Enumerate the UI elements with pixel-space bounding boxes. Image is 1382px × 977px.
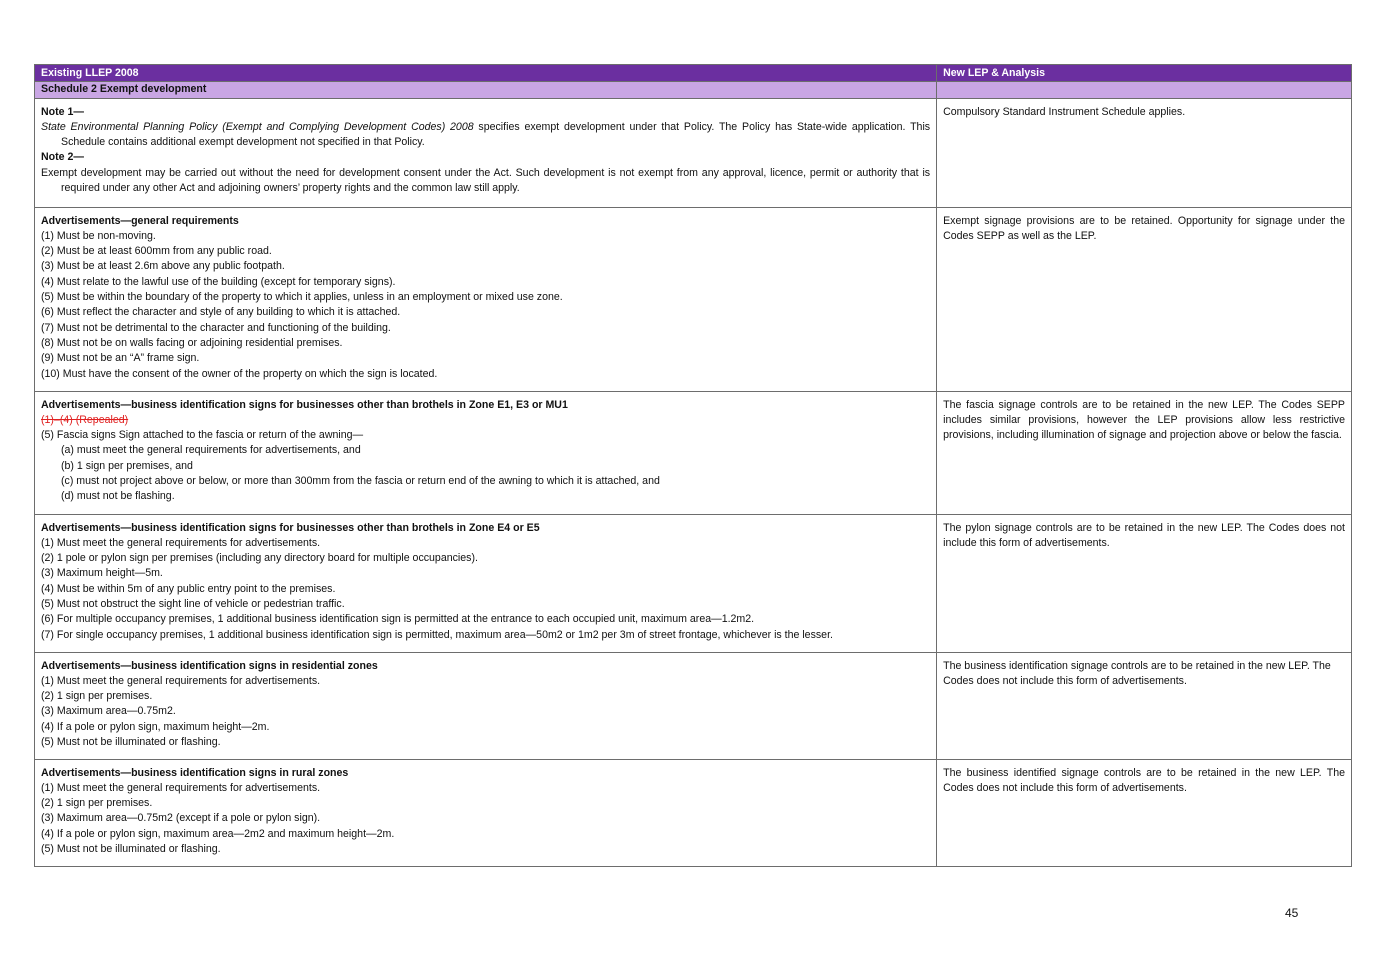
list-item: (3) Maximum area—0.75m2 (except if a pole or pylon sign). [41, 812, 321, 825]
page-number: 45 [1285, 906, 1299, 920]
list-item: (3) Must be at least 2.6m above any public footpath. [41, 260, 285, 273]
list-item: (1) Must meet the general requirements for advertisements. [41, 674, 321, 687]
list-item: (5) Must not obstruct the sight line of vehicle or pedestrian traffic. [41, 598, 345, 611]
list-item: (1) Must meet the general requirements for advertisements. [41, 536, 321, 549]
note1-body: specifies exempt development under that Policy. The Policy has State-wide application. This Schedule contains additional exempt development not specified in that Policy. [61, 120, 931, 149]
e1-analysis [937, 391, 1352, 514]
list-item: (a) must meet the general requirements for advertisements, and [61, 444, 361, 457]
table-row [35, 207, 1352, 391]
table-row [35, 759, 1352, 866]
note2-text: Exempt development may be carried out without the need for development consent under the Act. Such development is not exempt from any approval, licence, permit or authority that is required under any other Act and adjoining owners’ property rights and the common law still apply. [41, 166, 931, 195]
general-analysis [937, 207, 1352, 391]
list-item: (2) Must be at least 600mm from any public road. [41, 245, 272, 258]
list-item: (6) Must reflect the character and style of any building to which it is attached. [41, 306, 401, 319]
list-item: (9) Must not be an “A” frame sign. [41, 352, 200, 365]
e1-e3-mu1-cell [35, 391, 937, 514]
notes-analysis [937, 98, 1352, 207]
e4-title: Advertisements—business identification signs for businesses other than brothels in Zone E4 or E5 [41, 521, 540, 534]
e1-repealed: (1)–(4) (Repealed) [41, 413, 129, 426]
rural-analysis [937, 759, 1352, 866]
list-item: (1) Must meet the general requirements for advertisements. [41, 781, 321, 794]
note1-title: Note 1— [41, 105, 84, 118]
residential-analysis [937, 652, 1352, 759]
list-item: (6) For multiple occupancy premises, 1 additional business identification sign is permitted at the entrance to each occupied unit, maximum area—1.2m2. [41, 613, 755, 626]
general-requirements-cell [35, 207, 937, 391]
table-row [35, 391, 1352, 514]
rural-zones-cell [35, 759, 937, 866]
list-item: (5) Must be within the boundary of the property to which it applies, unless in an employment or mixed use zone. [41, 291, 563, 304]
e1-analysis-text: The fascia signage controls are to be retained in the new LEP. The Codes SEPP includes similar provisions, however the LEP provisions allow less restrictive provisions, including illumination of signage and projection above or below the fascia. [943, 398, 1345, 442]
list-item: (4) If a pole or pylon sign, maximum height—2m. [41, 720, 270, 733]
list-item: (3) Maximum area—0.75m2. [41, 705, 176, 718]
list-item: (7) For single occupancy premises, 1 additional business identification sign is permitted, maximum area—50m2 or 1m2 per 3m of street frontage, whichever is the lesser. [41, 628, 833, 641]
residential-title: Advertisements—business identification signs in residential zones [41, 659, 378, 672]
schedule-heading-empty [937, 82, 1352, 98]
schedule-heading: Schedule 2 Exempt development [35, 82, 937, 98]
list-item: (2) 1 sign per premises. [41, 690, 153, 703]
e1-title: Advertisements—business identification signs for businesses other than brothels in Zone E1, E3 or MU1 [41, 398, 568, 411]
list-item: (3) Maximum height—5m. [41, 567, 163, 580]
table-header-row [35, 65, 1352, 82]
e4-e5-cell [35, 514, 937, 652]
table-subheader-row [35, 82, 1352, 98]
rural-title: Advertisements—business identification signs in rural zones [41, 766, 349, 779]
list-item: (4) If a pole or pylon sign, maximum area—2m2 and maximum height—2m. [41, 827, 395, 840]
note2-title: Note 2— [41, 151, 84, 164]
header-existing-llep: Existing LLEP 2008 [35, 65, 937, 82]
general-analysis-text: Exempt signage provisions are to be retained. Opportunity for signage under the Codes SEPP as well as the LEP. [943, 214, 1345, 242]
comparison-table [34, 64, 1352, 867]
list-item: (2) 1 pole or pylon sign per premises (including any directory board for multiple occupancies). [41, 552, 478, 565]
list-item: (1) Must be non-moving. [41, 229, 156, 242]
note1-policy-name: State Environmental Planning Policy (Exempt and Complying Development Codes) 2008 [41, 120, 474, 133]
list-item: (5) Must not be illuminated or flashing. [41, 843, 221, 856]
notes-cell [35, 98, 937, 207]
list-item: (8) Must not be on walls facing or adjoining residential premises. [41, 336, 343, 349]
list-item: (5) Must not be illuminated or flashing. [41, 736, 221, 749]
list-item: (c) must not project above or below, or more than 300mm from the fascia or return end of the awning to which it is attached, and [61, 475, 660, 488]
e4-analysis-text: The pylon signage controls are to be retained in the new LEP. The Codes does not include this form of advertisements. [943, 521, 1345, 549]
note1-text [41, 120, 930, 151]
notes-analysis-text: Compulsory Standard Instrument Schedule applies. [943, 105, 1186, 118]
general-title: Advertisements—general requirements [41, 214, 239, 227]
list-item: (4) Must be within 5m of any public entry point to the premises. [41, 582, 336, 595]
list-item: (4) Must relate to the lawful use of the building (except for temporary signs). [41, 275, 396, 288]
list-item: (2) 1 sign per premises. [41, 797, 153, 810]
e1-item5: (5) Fascia signs Sign attached to the fascia or return of the awning— [41, 429, 364, 442]
list-item: (7) Must not be detrimental to the character and functioning of the building. [41, 321, 391, 334]
residential-analysis-text: The business identification signage controls are to be retained in the new LEP. The Codes does not include this form of advertisements. [943, 659, 1331, 687]
header-new-lep: New LEP & Analysis [937, 65, 1352, 82]
list-item: (d) must not be flashing. [61, 490, 175, 503]
list-item: (10) Must have the consent of the owner of the property on which the sign is located. [41, 367, 438, 380]
residential-zones-cell [35, 652, 937, 759]
e4-analysis [937, 514, 1352, 652]
table-row [35, 98, 1352, 207]
rural-analysis-text: The business identified signage controls are to be retained in the new LEP. The Codes does not include this form of advertisements. [943, 766, 1345, 794]
table-row [35, 652, 1352, 759]
table-row [35, 514, 1352, 652]
list-item: (b) 1 sign per premises, and [61, 459, 193, 472]
